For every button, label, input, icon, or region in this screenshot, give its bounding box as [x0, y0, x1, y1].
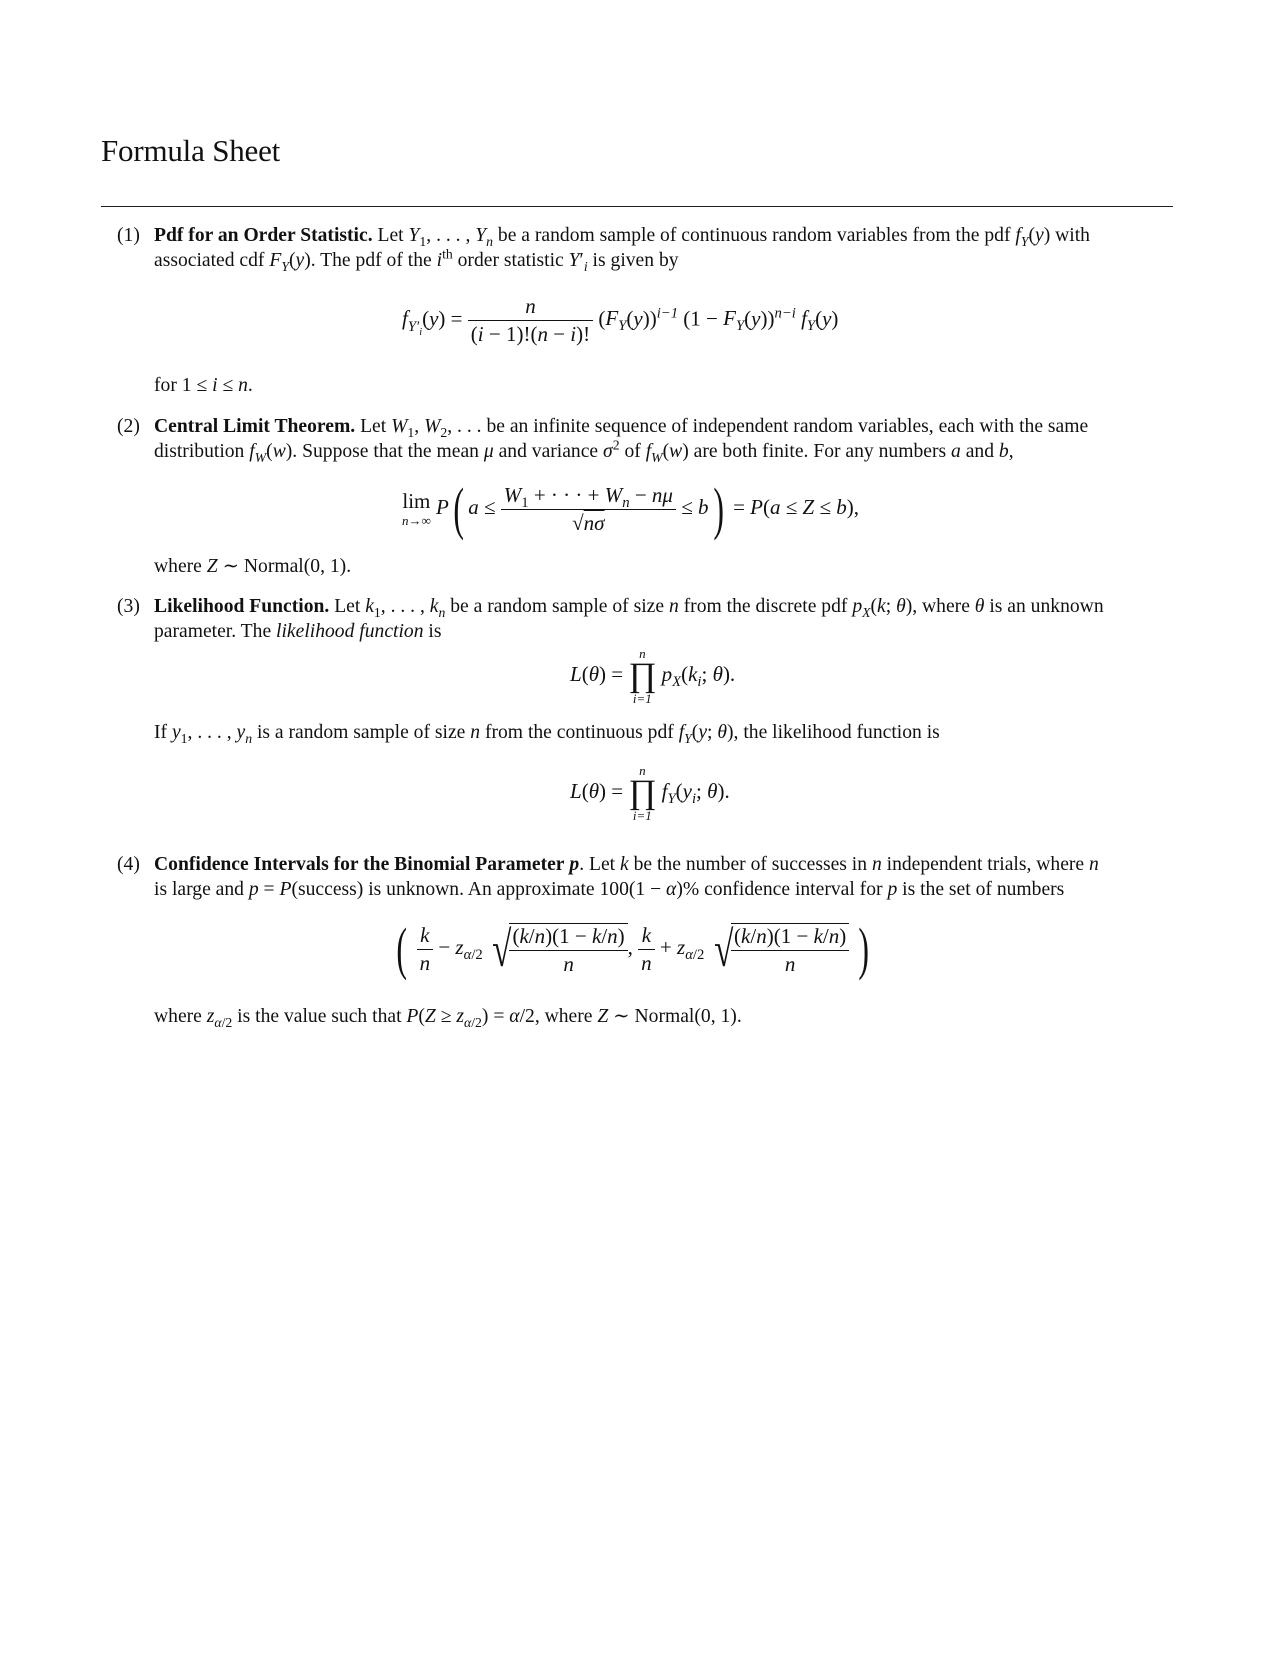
page-title: Formula Sheet — [101, 133, 281, 168]
formula-item-likelihood-function — [117, 595, 1177, 644]
item-number: (2) — [117, 416, 140, 437]
item-number: (3) — [117, 596, 140, 617]
formula-order-statistic-pdf: $f_{Y'_i}(y)$ = $\frac{n}{(i - 1)!(n - i)!}$ $(F_Y(y))^{i-1}$ $(1 - F_Y(y))^{n-i}$ $f_Y(y)$ — [402, 294, 839, 346]
item-heading: Confidence Intervals for the Binomial Parameter — [154, 854, 565, 875]
formula-item-central-limit-theorem — [117, 415, 1177, 464]
item-text: Central Limit Theorem. Let $W_1$, $W_2$, . . . be an infinite sequence of independent random variables, each with the same distribution $f_W(w)$. Suppose that the mean μ and variance $\sigma^2$ of $f_W(w)$ are both finite. For any numbers a and b, — [154, 416, 1089, 465]
formula-item-binomial-confidence-interval — [117, 853, 1177, 902]
likelihood-continuous-text: If $y_1$, . . . , $y_n$ is a random sample of size n from the continuous pdf $f_Y(y$; θ), the likelihood function is — [154, 722, 940, 746]
item-number: (4) — [117, 854, 140, 875]
order-statistic-range: for 1 ≤ i ≤ n. — [154, 375, 253, 396]
clt-where-clause: where Z ∼ Normal(0, 1). — [154, 556, 352, 577]
binomial-where-clause: where $z_{\alpha/2}$ is the value such that $P(Z \ge z_{\alpha/2}) = \alpha/2$, where Z ∼ Normal(0, 1). — [154, 1006, 742, 1030]
item-text: Likelihood Function. Let $k_1$, . . . , $k_n$ be a random sample of size n from the discrete pdf $p_X(k$; θ), where θ is an unknown parameter. The likelihood function is — [154, 596, 1104, 642]
item-text: Pdf for an Order Statistic. Let $Y_1$, . . . , $Y_n$ be a random sample of continuous random variables from the pdf $f_Y(y)$ with associated cdf $F_Y(y)$. The pdf of the $i^{th}$ order statistic $Y'_i$ is given by — [154, 225, 1090, 274]
item-heading: Likelihood Function. — [154, 596, 330, 617]
formula-clt-limit: lim n→∞ P( a ≤ $\frac{W_1 + \cdot \cdot \cdot + W_n - n\mu}{√n\sigma}$ ≤ b) = P(a ≤ Z ≤ b), — [402, 476, 859, 541]
formula-likelihood-continuous: L(θ) = n ∏ i=1 $f_Y(y_i$; θ). — [570, 763, 730, 823]
item-heading: Pdf for an Order Statistic. — [154, 225, 373, 246]
item-heading: Central Limit Theorem. — [154, 416, 356, 437]
item-text: Confidence Intervals for the Binomial Parameter p. Let k be the number of successes in n independent trials, where n is large and p = P(success) is unknown. An approximate 100(1 − α)% confidence interval for p is the set of numbers — [154, 854, 1099, 900]
title-divider — [101, 206, 1173, 207]
formula-binomial-interval: ( $\frac{k}{n}$ − $z_{\alpha/2}$ √ $\frac{(k/n)(1 - k/n)}{n}$ , $\frac{k}{n}$ + $z_{\alpha/2}$ √ $\frac{(k/n)(1 - k/n)}{n}$ ) — [396, 916, 870, 981]
item-number: (1) — [117, 225, 140, 246]
formula-item-order-statistic — [117, 224, 1177, 273]
formula-likelihood-discrete: L(θ) = n ∏ i=1 $p_X(k_i$; θ). — [570, 646, 736, 706]
